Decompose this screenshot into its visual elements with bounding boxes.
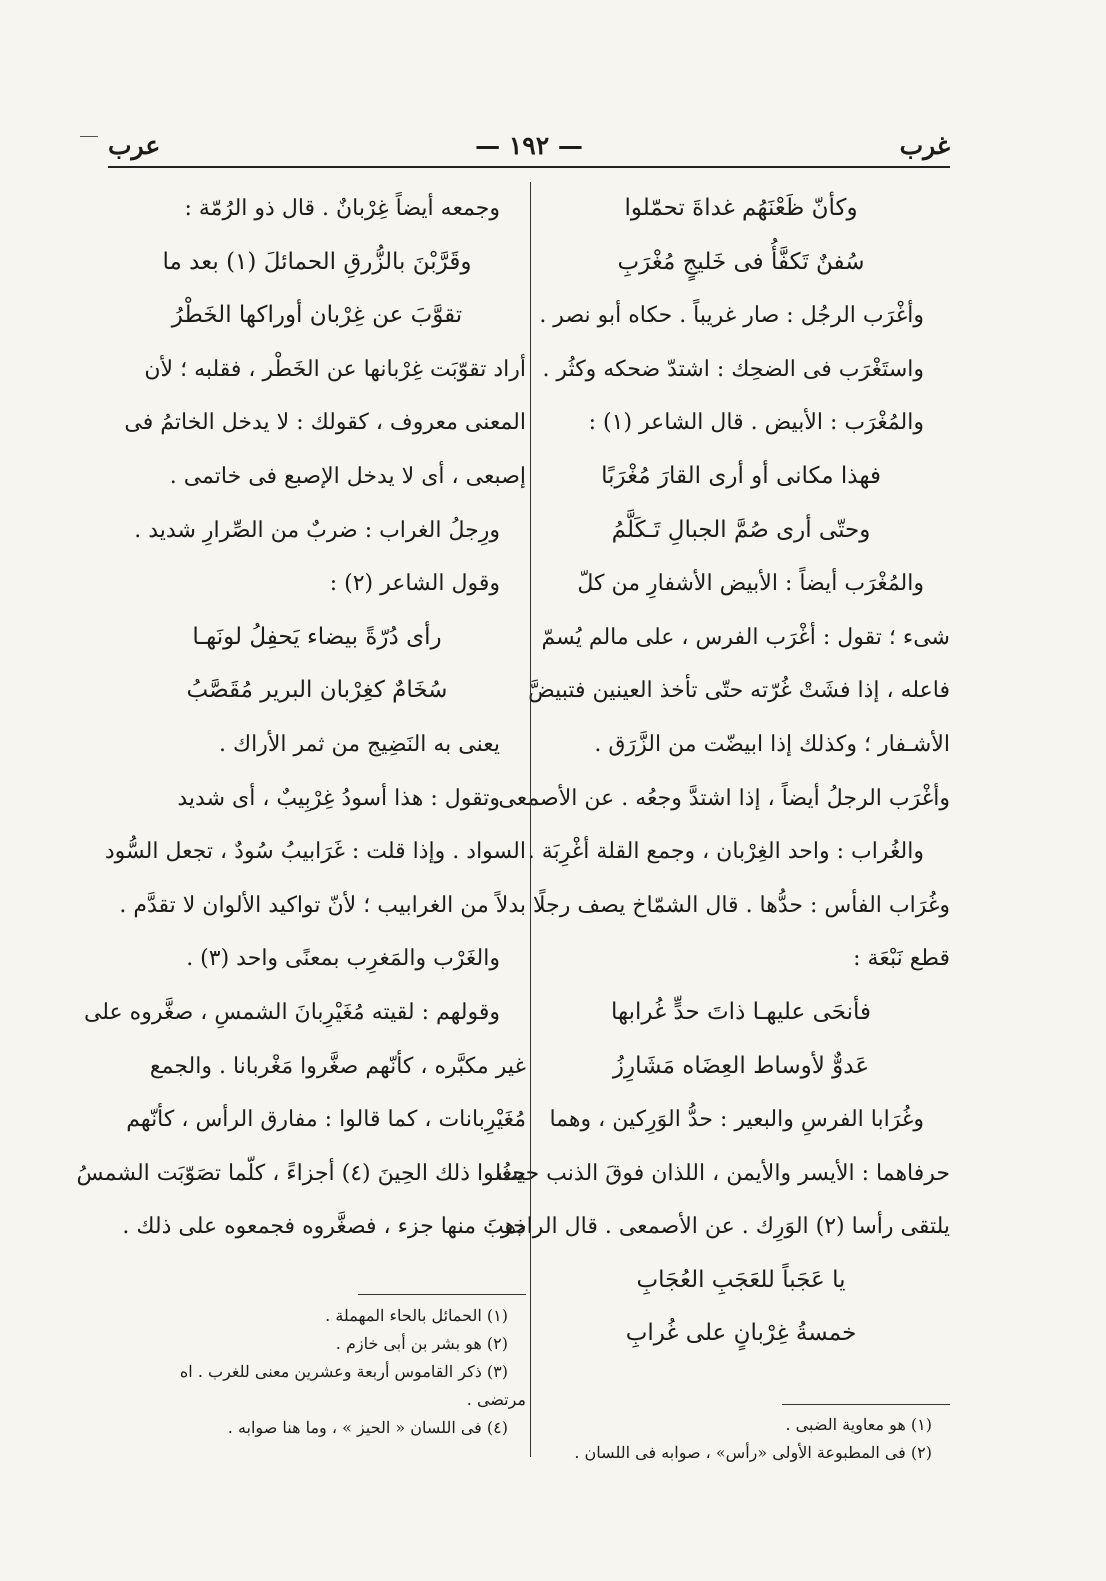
verse-line: خمسةُ غِرْبانٍ على غُرابِ: [625, 1320, 857, 1347]
verse-line: وحتّى أرى صُمَّ الجبالِ تَـكَلَّمُ: [611, 516, 871, 543]
verse-line: سُخَامٌ كغِرْبان البرير مُقَصَّبُ: [186, 677, 448, 704]
text-line: غير مكبَّره ، كأنّهم صغَّروا مَغْربانا . والجمع: [149, 1053, 526, 1079]
text-line: شىء ؛ تقول : أغْرَب الفرس ، على مالم يُسمّ: [541, 624, 950, 650]
text-line: واستَغْرَب فى الضحِك : اشتدّ ضحكه وكثُر .: [542, 356, 924, 382]
text-line: جعلوا ذلك الحِينَ (٤) أجزاءً ، كلّما تصَوّبَت الشمسُ: [76, 1160, 526, 1186]
text-line: وأغْرَب الرجلُ أيضاً ، إذا اشتدَّ وجعُه . عن الأصمعى: [498, 785, 950, 811]
page-header: [108, 128, 950, 164]
column-divider: [530, 182, 531, 1457]
text-line: والمُغْرَب أيضاً : الأبيض الأشفارِ من كلّ: [577, 571, 924, 597]
text-line: والغَرْب والمَغرِب بمعنًى واحد (٣) .: [186, 946, 500, 972]
verse-line: وكأنّ ظَعْنَهُم غداةَ تحمّلوا: [624, 195, 858, 221]
text-line: إصبعى ، أى لا يدخل الإصبع فى خاتمى .: [169, 463, 526, 489]
text-line: والغُراب : واحد الغِرْبان ، وجمع القلة أغْرِبَة .: [527, 839, 924, 865]
footnote: (٢) هو بشر بن أبى خازم .: [335, 1334, 508, 1353]
text-line: المعنى معروف ، كقولك : لا يدخل الخاتمُ فى: [124, 410, 526, 436]
footnote-rule-left: [358, 1294, 526, 1295]
verse-line: عَدوٌّ لأوساط العِضَاه مَشَارِزُ: [612, 1052, 870, 1079]
footnote: (٢) فى المطبوعة الأولى «رأس» ، صوابه فى اللسان .: [574, 1443, 932, 1462]
left-column: [76, 182, 526, 1254]
text-line: وجمعه أيضاً غِرْبانٌ . قال ذو الرُمّة :: [184, 196, 500, 221]
text-line: وغُرَاب الفأس : حدُّها . قال الشمّاخ يصف رجلًا: [533, 892, 950, 918]
verse-line: فهذا مكانى أو أرى القارَ مُغْرَبًا: [601, 462, 881, 489]
right-column: [486, 182, 950, 1361]
text-line: وغُرَابا الفرسِ والبعير : حدُّ الوَرِكين ، وهما: [549, 1107, 924, 1133]
verse-line: فأنحَى عليهـا ذاتَ حدٍّ غُرابها: [611, 998, 871, 1025]
header-keyword-left: عرب: [108, 131, 161, 160]
text-line: السواد . وإذا قلت : غَرَابيبُ سُودٌ ، تجعل السُّود: [104, 839, 526, 865]
text-line: الأشـفار ؛ وكذلك إذا ابيضّت من الزَّرَق .: [594, 731, 950, 757]
header-rule: [108, 166, 950, 168]
text-line: ذهبَ منها جزء ، فصغَّروه فجمعوه على ذلك .: [122, 1214, 526, 1240]
text-line: أراد تقوّبَت غِرْبانها عن الخَطْر ، فقلبه ؛ لأن: [144, 356, 526, 382]
text-line: ورِجلُ الغراب : ضربٌ من الصِّرارِ شديد .: [134, 517, 500, 543]
text-line: فاعله ، إذا فشَتْ غُرّته حتّى تأخذ العينين فتبيضَّ: [528, 678, 950, 704]
text-line: وقولهم : لقيته مُغَيْرِبانَ الشمسِ ، صغَّروه على: [83, 999, 500, 1025]
verse-line: تقوَّبَ عن غِرْبان أوراكها الخَطْرُ: [171, 302, 463, 329]
footnote: (٤) فى اللسان « الحيز » ، وما هنا صوابه .: [227, 1418, 508, 1437]
text-line: وقول الشاعر (٢) :: [329, 571, 500, 597]
text-line: يلتقى رأسا (٢) الوَرِك . عن الأصمعى . قال الراجز :: [486, 1214, 950, 1240]
footnote: (٣) ذكر القاموس أربعة وعشرين معنى للغرب . اه: [179, 1362, 508, 1381]
text-line: بدلاً من الغرابيب ؛ لأنّ تواكيد الألوان لا تقدَّم .: [119, 892, 526, 918]
scan-mark: [80, 136, 98, 137]
page-number: — ١٩٢ —: [475, 131, 583, 160]
text-line: وأغْرَب الرجُل : صار غريباً . حكاه أبو نصر .: [539, 303, 924, 329]
verse-line: يا عَجَباً للعَجَبِ العُجَابِ: [636, 1266, 846, 1293]
header-keyword-right: غرب: [899, 131, 950, 160]
verse-line: رأى دُرّةً بيضاء يَحفِلُ لونَهـا: [192, 623, 442, 650]
left-footnotes: [108, 1302, 526, 1442]
verse-line: وقَرَّبْنَ بالزُّرقِ الحمائلَ (١) بعد ما: [162, 248, 472, 275]
footnote-rule-right: [782, 1404, 950, 1405]
text-line: قطع نَبْعَة :: [853, 946, 950, 972]
footnote: (١) الحمائل بالحاء المهملة .: [325, 1306, 508, 1325]
text-line: يعنى به النَضِيج من ثمر الأراك .: [219, 731, 500, 757]
right-footnotes: [532, 1411, 950, 1467]
footnote: مرتضى .: [466, 1390, 526, 1409]
text-line: والمُغْرَب : الأبيض . قال الشاعر (١) :: [588, 410, 924, 436]
text-line: حرفاهما : الأيسر والأيمن ، اللذان فوقَ الذنب حيثُ: [497, 1160, 950, 1186]
text-line: وتقول : هذا أسودُ غِرْبِيبٌ ، أى شديد: [177, 785, 500, 811]
text-line: مُغَيْرِبانات ، كما قالوا : مفارق الرأس ، كأنّهم: [126, 1107, 526, 1133]
footnote: (١) هو معاوية الضبى .: [785, 1415, 932, 1434]
verse-line: سُفنٌ تَكفَّأُ فى خَليجٍ مُغْرَبِ: [617, 248, 865, 275]
